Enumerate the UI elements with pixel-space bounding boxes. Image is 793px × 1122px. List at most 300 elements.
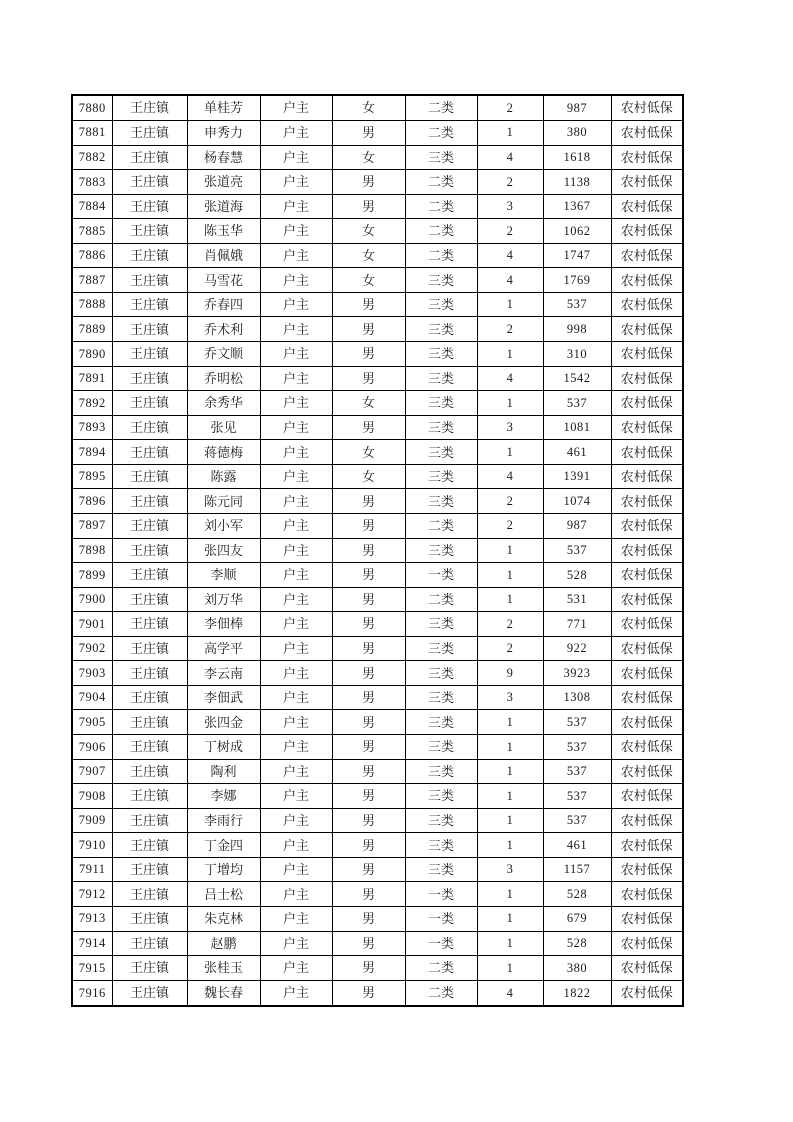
table-row	[72, 980, 683, 1006]
cell-relation: 户主	[260, 170, 332, 195]
cell-household-count: 4	[477, 268, 543, 293]
cell-household-count: 1	[477, 808, 543, 833]
cell-name: 刘万华	[187, 587, 260, 612]
cell-household-count: 2	[477, 219, 543, 244]
cell-town: 王庄镇	[112, 170, 187, 195]
table-row	[72, 342, 683, 367]
cell-relation: 户主	[260, 342, 332, 367]
cell-amount: 1391	[543, 464, 611, 489]
cell-category: 二类	[405, 956, 477, 981]
cell-town: 王庄镇	[112, 342, 187, 367]
cell-name: 乔春四	[187, 292, 260, 317]
table-sheet	[71, 94, 684, 1007]
cell-town: 王庄镇	[112, 513, 187, 538]
cell-gender: 男	[332, 833, 405, 858]
cell-household-count: 3	[477, 857, 543, 882]
table-row	[72, 95, 683, 120]
cell-category: 一类	[405, 882, 477, 907]
cell-household-count: 1	[477, 292, 543, 317]
cell-relation: 户主	[260, 120, 332, 145]
cell-relation: 户主	[260, 685, 332, 710]
cell-benefit-type: 农村低保	[611, 366, 683, 391]
cell-gender: 男	[332, 735, 405, 760]
cell-benefit-type: 农村低保	[611, 292, 683, 317]
cell-benefit-type: 农村低保	[611, 661, 683, 686]
cell-town: 王庄镇	[112, 956, 187, 981]
cell-amount: 537	[543, 538, 611, 563]
cell-name: 乔术利	[187, 317, 260, 342]
cell-gender: 男	[332, 489, 405, 514]
cell-gender: 男	[332, 366, 405, 391]
cell-benefit-type: 农村低保	[611, 612, 683, 637]
cell-town: 王庄镇	[112, 857, 187, 882]
cell-category: 三类	[405, 268, 477, 293]
cell-name: 丁金四	[187, 833, 260, 858]
table-row	[72, 219, 683, 244]
cell-name: 丁树成	[187, 735, 260, 760]
cell-category: 二类	[405, 95, 477, 120]
cell-town: 王庄镇	[112, 612, 187, 637]
table-row	[72, 661, 683, 686]
table-row	[72, 882, 683, 907]
cell-amount: 531	[543, 587, 611, 612]
table-row	[72, 489, 683, 514]
cell-relation: 户主	[260, 735, 332, 760]
cell-relation: 户主	[260, 956, 332, 981]
cell-household-count: 1	[477, 784, 543, 809]
cell-town: 王庄镇	[112, 759, 187, 784]
cell-name: 马雪花	[187, 268, 260, 293]
cell-benefit-type: 农村低保	[611, 120, 683, 145]
cell-id: 7881	[72, 120, 112, 145]
cell-benefit-type: 农村低保	[611, 587, 683, 612]
cell-category: 三类	[405, 366, 477, 391]
cell-amount: 1367	[543, 194, 611, 219]
table-row	[72, 563, 683, 588]
table-body	[72, 95, 683, 1006]
cell-benefit-type: 农村低保	[611, 563, 683, 588]
cell-benefit-type: 农村低保	[611, 956, 683, 981]
cell-name: 吕士松	[187, 882, 260, 907]
cell-household-count: 3	[477, 685, 543, 710]
cell-benefit-type: 农村低保	[611, 833, 683, 858]
cell-amount: 1308	[543, 685, 611, 710]
cell-relation: 户主	[260, 906, 332, 931]
cell-relation: 户主	[260, 759, 332, 784]
cell-town: 王庄镇	[112, 268, 187, 293]
cell-amount: 537	[543, 710, 611, 735]
cell-name: 朱克林	[187, 906, 260, 931]
cell-relation: 户主	[260, 391, 332, 416]
cell-household-count: 3	[477, 415, 543, 440]
cell-gender: 女	[332, 391, 405, 416]
cell-amount: 537	[543, 808, 611, 833]
table-row	[72, 268, 683, 293]
cell-benefit-type: 农村低保	[611, 194, 683, 219]
cell-relation: 户主	[260, 612, 332, 637]
table-row	[72, 292, 683, 317]
cell-name: 陶利	[187, 759, 260, 784]
cell-town: 王庄镇	[112, 464, 187, 489]
table-row	[72, 415, 683, 440]
cell-category: 三类	[405, 636, 477, 661]
cell-household-count: 4	[477, 243, 543, 268]
cell-amount: 461	[543, 440, 611, 465]
cell-relation: 户主	[260, 194, 332, 219]
cell-id: 7908	[72, 784, 112, 809]
cell-id: 7902	[72, 636, 112, 661]
table-row	[72, 857, 683, 882]
table-row	[72, 513, 683, 538]
cell-category: 二类	[405, 194, 477, 219]
cell-gender: 女	[332, 440, 405, 465]
cell-id: 7905	[72, 710, 112, 735]
cell-id: 7893	[72, 415, 112, 440]
cell-category: 三类	[405, 292, 477, 317]
cell-gender: 女	[332, 464, 405, 489]
cell-town: 王庄镇	[112, 219, 187, 244]
table-row	[72, 440, 683, 465]
cell-amount: 380	[543, 120, 611, 145]
cell-id: 7911	[72, 857, 112, 882]
cell-amount: 679	[543, 906, 611, 931]
cell-id: 7896	[72, 489, 112, 514]
cell-category: 三类	[405, 661, 477, 686]
cell-relation: 户主	[260, 366, 332, 391]
cell-id: 7909	[72, 808, 112, 833]
cell-household-count: 2	[477, 513, 543, 538]
cell-amount: 1542	[543, 366, 611, 391]
cell-amount: 537	[543, 292, 611, 317]
cell-relation: 户主	[260, 489, 332, 514]
cell-benefit-type: 农村低保	[611, 931, 683, 956]
cell-town: 王庄镇	[112, 317, 187, 342]
cell-amount: 537	[543, 735, 611, 760]
cell-name: 张见	[187, 415, 260, 440]
cell-amount: 310	[543, 342, 611, 367]
cell-town: 王庄镇	[112, 636, 187, 661]
cell-category: 三类	[405, 612, 477, 637]
cell-category: 二类	[405, 587, 477, 612]
cell-id: 7906	[72, 735, 112, 760]
cell-id: 7904	[72, 685, 112, 710]
cell-household-count: 1	[477, 759, 543, 784]
table-row	[72, 120, 683, 145]
cell-town: 王庄镇	[112, 391, 187, 416]
table-row	[72, 145, 683, 170]
cell-household-count: 1	[477, 120, 543, 145]
cell-gender: 男	[332, 415, 405, 440]
cell-relation: 户主	[260, 317, 332, 342]
cell-id: 7903	[72, 661, 112, 686]
cell-id: 7910	[72, 833, 112, 858]
cell-id: 7914	[72, 931, 112, 956]
table-row	[72, 464, 683, 489]
cell-name: 张四金	[187, 710, 260, 735]
cell-town: 王庄镇	[112, 95, 187, 120]
cell-id: 7913	[72, 906, 112, 931]
cell-town: 王庄镇	[112, 980, 187, 1006]
cell-category: 二类	[405, 980, 477, 1006]
cell-amount: 1769	[543, 268, 611, 293]
table-row	[72, 636, 683, 661]
cell-amount: 771	[543, 612, 611, 637]
table-row	[72, 170, 683, 195]
cell-amount: 1138	[543, 170, 611, 195]
cell-gender: 男	[332, 759, 405, 784]
cell-town: 王庄镇	[112, 906, 187, 931]
cell-name: 申秀力	[187, 120, 260, 145]
cell-town: 王庄镇	[112, 292, 187, 317]
cell-category: 三类	[405, 759, 477, 784]
cell-relation: 户主	[260, 857, 332, 882]
cell-amount: 987	[543, 513, 611, 538]
cell-id: 7901	[72, 612, 112, 637]
cell-amount: 380	[543, 956, 611, 981]
cell-id: 7883	[72, 170, 112, 195]
cell-household-count: 1	[477, 833, 543, 858]
table-row	[72, 243, 683, 268]
table-row	[72, 391, 683, 416]
cell-household-count: 1	[477, 391, 543, 416]
cell-name: 高学平	[187, 636, 260, 661]
cell-gender: 男	[332, 685, 405, 710]
cell-category: 二类	[405, 120, 477, 145]
cell-id: 7898	[72, 538, 112, 563]
cell-relation: 户主	[260, 587, 332, 612]
cell-household-count: 1	[477, 342, 543, 367]
cell-name: 张四友	[187, 538, 260, 563]
cell-town: 王庄镇	[112, 661, 187, 686]
cell-id: 7891	[72, 366, 112, 391]
table-row	[72, 194, 683, 219]
cell-name: 陈玉华	[187, 219, 260, 244]
cell-town: 王庄镇	[112, 710, 187, 735]
cell-gender: 男	[332, 784, 405, 809]
cell-id: 7887	[72, 268, 112, 293]
table-row	[72, 759, 683, 784]
cell-benefit-type: 农村低保	[611, 759, 683, 784]
cell-amount: 1157	[543, 857, 611, 882]
cell-gender: 男	[332, 513, 405, 538]
cell-benefit-type: 农村低保	[611, 710, 683, 735]
cell-household-count: 2	[477, 170, 543, 195]
cell-name: 肖佩娥	[187, 243, 260, 268]
cell-relation: 户主	[260, 980, 332, 1006]
cell-category: 三类	[405, 317, 477, 342]
cell-benefit-type: 农村低保	[611, 219, 683, 244]
cell-town: 王庄镇	[112, 685, 187, 710]
cell-household-count: 2	[477, 95, 543, 120]
cell-benefit-type: 农村低保	[611, 145, 683, 170]
cell-amount: 528	[543, 882, 611, 907]
cell-id: 7884	[72, 194, 112, 219]
cell-name: 杨春慧	[187, 145, 260, 170]
cell-category: 三类	[405, 833, 477, 858]
cell-id: 7899	[72, 563, 112, 588]
cell-town: 王庄镇	[112, 931, 187, 956]
cell-category: 三类	[405, 145, 477, 170]
cell-name: 魏长春	[187, 980, 260, 1006]
cell-household-count: 1	[477, 735, 543, 760]
cell-id: 7916	[72, 980, 112, 1006]
cell-town: 王庄镇	[112, 145, 187, 170]
cell-gender: 男	[332, 587, 405, 612]
cell-benefit-type: 农村低保	[611, 317, 683, 342]
cell-household-count: 2	[477, 489, 543, 514]
cell-household-count: 4	[477, 980, 543, 1006]
cell-benefit-type: 农村低保	[611, 391, 683, 416]
cell-household-count: 1	[477, 906, 543, 931]
cell-id: 7912	[72, 882, 112, 907]
cell-id: 7885	[72, 219, 112, 244]
table-row	[72, 612, 683, 637]
cell-id: 7907	[72, 759, 112, 784]
cell-relation: 户主	[260, 219, 332, 244]
cell-gender: 男	[332, 120, 405, 145]
cell-household-count: 4	[477, 366, 543, 391]
cell-amount: 528	[543, 931, 611, 956]
cell-relation: 户主	[260, 95, 332, 120]
cell-relation: 户主	[260, 784, 332, 809]
cell-name: 乔明松	[187, 366, 260, 391]
cell-gender: 男	[332, 710, 405, 735]
cell-name: 李云南	[187, 661, 260, 686]
cell-amount: 1081	[543, 415, 611, 440]
cell-category: 二类	[405, 243, 477, 268]
cell-name: 李佃武	[187, 685, 260, 710]
cell-name: 刘小军	[187, 513, 260, 538]
cell-id: 7894	[72, 440, 112, 465]
cell-category: 三类	[405, 489, 477, 514]
cell-benefit-type: 农村低保	[611, 489, 683, 514]
cell-name: 李娜	[187, 784, 260, 809]
cell-amount: 3923	[543, 661, 611, 686]
cell-amount: 537	[543, 759, 611, 784]
cell-household-count: 4	[477, 464, 543, 489]
cell-household-count: 1	[477, 931, 543, 956]
cell-town: 王庄镇	[112, 833, 187, 858]
cell-name: 张桂玉	[187, 956, 260, 981]
cell-gender: 男	[332, 636, 405, 661]
cell-benefit-type: 农村低保	[611, 882, 683, 907]
table-row	[72, 685, 683, 710]
cell-amount: 987	[543, 95, 611, 120]
cell-household-count: 1	[477, 882, 543, 907]
cell-benefit-type: 农村低保	[611, 170, 683, 195]
cell-id: 7890	[72, 342, 112, 367]
table-row	[72, 906, 683, 931]
cell-id: 7900	[72, 587, 112, 612]
cell-category: 三类	[405, 808, 477, 833]
cell-category: 二类	[405, 513, 477, 538]
table-row	[72, 317, 683, 342]
cell-amount: 1822	[543, 980, 611, 1006]
cell-benefit-type: 农村低保	[611, 513, 683, 538]
cell-household-count: 1	[477, 440, 543, 465]
cell-gender: 男	[332, 292, 405, 317]
cell-relation: 户主	[260, 464, 332, 489]
cell-household-count: 1	[477, 956, 543, 981]
cell-name: 赵鹏	[187, 931, 260, 956]
table-row	[72, 538, 683, 563]
cell-benefit-type: 农村低保	[611, 268, 683, 293]
cell-amount: 1747	[543, 243, 611, 268]
cell-town: 王庄镇	[112, 366, 187, 391]
cell-benefit-type: 农村低保	[611, 857, 683, 882]
cell-amount: 461	[543, 833, 611, 858]
cell-id: 7886	[72, 243, 112, 268]
cell-category: 一类	[405, 906, 477, 931]
cell-name: 余秀华	[187, 391, 260, 416]
cell-category: 三类	[405, 415, 477, 440]
cell-town: 王庄镇	[112, 538, 187, 563]
cell-name: 蒋德梅	[187, 440, 260, 465]
cell-amount: 1618	[543, 145, 611, 170]
cell-gender: 女	[332, 268, 405, 293]
cell-benefit-type: 农村低保	[611, 538, 683, 563]
cell-relation: 户主	[260, 268, 332, 293]
cell-id: 7889	[72, 317, 112, 342]
cell-gender: 男	[332, 808, 405, 833]
cell-town: 王庄镇	[112, 194, 187, 219]
cell-amount: 528	[543, 563, 611, 588]
cell-amount: 922	[543, 636, 611, 661]
cell-town: 王庄镇	[112, 587, 187, 612]
cell-category: 三类	[405, 391, 477, 416]
cell-gender: 女	[332, 243, 405, 268]
cell-name: 张道海	[187, 194, 260, 219]
cell-relation: 户主	[260, 292, 332, 317]
cell-name: 李顺	[187, 563, 260, 588]
table-row	[72, 956, 683, 981]
table-row	[72, 784, 683, 809]
cell-name: 丁增均	[187, 857, 260, 882]
table-row	[72, 587, 683, 612]
cell-benefit-type: 农村低保	[611, 808, 683, 833]
cell-town: 王庄镇	[112, 735, 187, 760]
cell-relation: 户主	[260, 636, 332, 661]
cell-household-count: 1	[477, 538, 543, 563]
cell-relation: 户主	[260, 808, 332, 833]
cell-amount: 1062	[543, 219, 611, 244]
cell-benefit-type: 农村低保	[611, 440, 683, 465]
cell-id: 7882	[72, 145, 112, 170]
cell-relation: 户主	[260, 513, 332, 538]
cell-gender: 男	[332, 661, 405, 686]
cell-town: 王庄镇	[112, 808, 187, 833]
cell-gender: 男	[332, 931, 405, 956]
cell-household-count: 2	[477, 317, 543, 342]
cell-category: 二类	[405, 170, 477, 195]
cell-household-count: 2	[477, 612, 543, 637]
cell-relation: 户主	[260, 661, 332, 686]
cell-category: 三类	[405, 710, 477, 735]
cell-household-count: 1	[477, 563, 543, 588]
cell-town: 王庄镇	[112, 563, 187, 588]
cell-name: 陈元同	[187, 489, 260, 514]
cell-town: 王庄镇	[112, 489, 187, 514]
cell-town: 王庄镇	[112, 882, 187, 907]
cell-category: 三类	[405, 857, 477, 882]
cell-amount: 1074	[543, 489, 611, 514]
cell-gender: 男	[332, 317, 405, 342]
cell-household-count: 4	[477, 145, 543, 170]
cell-gender: 男	[332, 612, 405, 637]
cell-category: 三类	[405, 342, 477, 367]
cell-benefit-type: 农村低保	[611, 685, 683, 710]
cell-category: 一类	[405, 931, 477, 956]
